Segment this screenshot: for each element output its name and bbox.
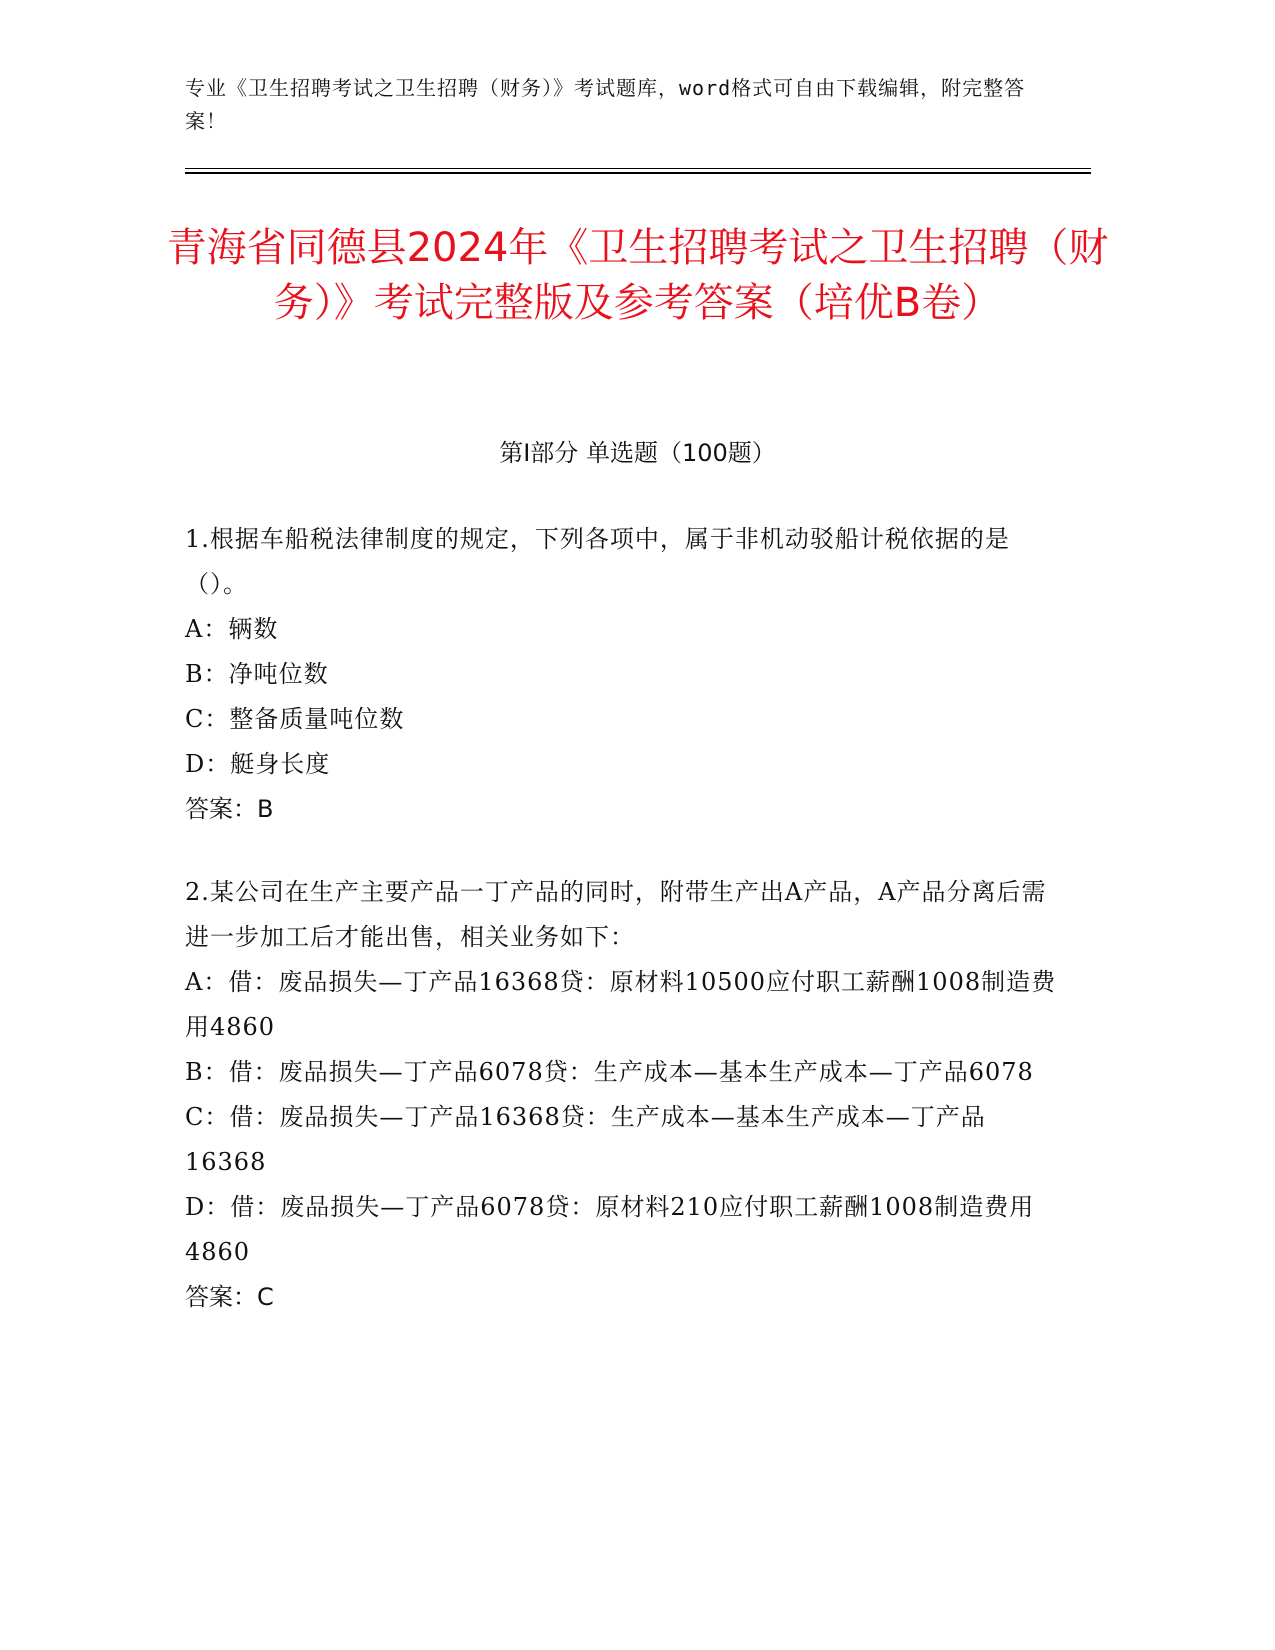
option-c: C：借：废品损失—丁产品16368贷：生产成本—基本生产成本—丁产品16368 [185,1103,986,1176]
option-a: A：借：废品损失—丁产品16368贷：原材料10500应付职工薪酬1008制造费用4860 [185,968,1057,1041]
document-title: 青海省同德县2024年《卫生招聘考试之卫生招聘（财务）》考试完整版及参考答案（培优B卷） [166,225,1109,326]
answer: 答案：B [185,795,274,823]
question-stem: 1.根据车船税法律制度的规定，下列各项中，属于非机动驳船计税依据的是（）。 [185,525,1010,598]
option-a: A：辆数 [185,615,279,643]
option-b: B：借：废品损失—丁产品6078贷：生产成本—基本生产成本—丁产品6078 [185,1058,1034,1086]
header-divider-thin [185,168,1091,169]
option-b: B：净吨位数 [185,660,329,688]
question-1 [185,517,1065,832]
option-d: D：借：废品损失—丁产品6078贷：原材料210应付职工薪酬1008制造费用4860 [185,1193,1035,1266]
option-d: D：艇身长度 [185,750,331,778]
answer: 答案：C [185,1283,274,1311]
section-heading: 第Ⅰ部分 单选题（100题） [499,439,776,467]
header-divider-thick [185,172,1091,174]
option-c: C：整备质量吨位数 [185,705,405,733]
question-2 [185,870,1065,1320]
header-note: 专业《卫生招聘考试之卫生招聘（财务）》考试题库，word格式可自由下载编辑，附完整答案！ [185,76,1026,133]
question-stem: 2.某公司在生产主要产品一丁产品的同时，附带生产出A产品，A产品分离后需进一步加工后才能出售，相关业务如下： [185,878,1047,951]
